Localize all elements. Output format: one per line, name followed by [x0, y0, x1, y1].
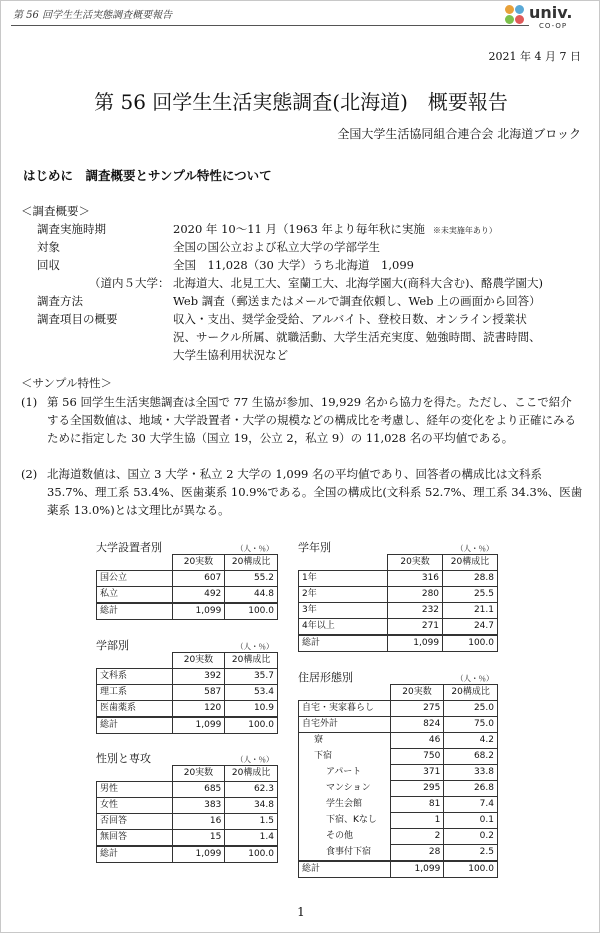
cell-count: 295	[390, 781, 444, 797]
organization-name: 全国大学生活協同組合連合会 北海道ブロック	[337, 127, 581, 141]
row-label: 3年	[299, 603, 388, 619]
row-label: 食事付下宿	[299, 845, 391, 862]
overview-label: 調査方法	[37, 294, 83, 308]
row-label: 無回答	[97, 830, 173, 847]
table-row	[97, 603, 278, 620]
overview-value: 大学生協利用状況など	[173, 348, 288, 362]
table-header-row	[299, 555, 498, 571]
cell-percent: 34.8	[225, 798, 278, 814]
column-header: 20実数	[172, 555, 225, 571]
row-label: 下宿、Kなし	[299, 813, 391, 829]
cell-percent: 100.0	[225, 717, 278, 734]
cell-count: 1,099	[172, 717, 225, 734]
sample-item-text: 北海道数値は、国立 3 大学・私立 2 大学の 1,099 名の平均値であり、回答者の構成比は文科系 35.7%、理工系 53.4%、医歯薬系 10.9%である。全国の構成比(文科系 52.7%、理工系 34.3%、医歯薬系 13.0%)とは文理比が異なる。	[47, 467, 583, 517]
column-header: 20構成比	[225, 653, 278, 669]
table-row	[299, 619, 498, 636]
cell-percent: 68.2	[444, 749, 498, 765]
row-label: 2年	[299, 587, 388, 603]
table-gender	[96, 765, 278, 863]
page-number: 1	[297, 905, 305, 919]
cell-count: 275	[390, 701, 444, 717]
table-header-row	[299, 685, 498, 701]
cell-count: 271	[388, 619, 443, 636]
table-caption: 性別と専攻	[96, 752, 151, 765]
table-corner	[97, 653, 173, 669]
table-row	[97, 717, 278, 734]
table-residence	[298, 684, 498, 878]
logo-subtext: CO-OP	[539, 22, 568, 30]
row-label: 理工系	[97, 685, 173, 701]
row-label: 総計	[299, 635, 388, 652]
header-rule	[11, 25, 529, 26]
cell-count: 1,099	[172, 846, 225, 863]
cell-percent: 35.7	[225, 669, 278, 685]
cell-percent: 1.4	[225, 830, 278, 847]
table-row	[299, 861, 498, 878]
row-label: 私立	[97, 587, 173, 604]
table-row	[97, 701, 278, 718]
overview-label: 対象	[37, 240, 60, 254]
cell-count: 120	[172, 701, 225, 718]
row-label: 女性	[97, 798, 173, 814]
table-row	[299, 717, 498, 733]
row-label: 医歯薬系	[97, 701, 173, 718]
cell-count: 28	[390, 845, 444, 862]
cell-percent: 100.0	[443, 635, 498, 652]
table-row	[299, 765, 498, 781]
sample-item-text: 第 56 回学生生活実態調査は全国で 77 生協が参加、19,929 名から協力を得た。ただし、ここで紹介する全国数値は、地域・大学設置者・大学の規模などの構成比を考慮し、経年の変化をより正確にみるために指定した 30 大学生協（国立 19，公立 2，私立 9）の 11,028 名の平均値である。	[47, 395, 576, 445]
overview-value: 北海道大、北見工大、室蘭工大、北海学園大(商科大含む)、酪農学園大)	[173, 276, 543, 290]
logo-wordmark: univ.	[529, 3, 573, 22]
cell-count: 492	[172, 587, 225, 604]
cell-percent: 25.0	[444, 701, 498, 717]
row-label: 自宅・実家暮らし	[299, 701, 391, 717]
cell-percent: 100.0	[444, 861, 498, 878]
cell-count: 392	[172, 669, 225, 685]
cell-count: 607	[172, 571, 225, 587]
row-label: 文科系	[97, 669, 173, 685]
cell-count: 280	[388, 587, 443, 603]
table-grade	[298, 554, 498, 652]
cell-percent: 62.3	[225, 782, 278, 798]
overview-value: 2020 年 10～11 月（1963 年より毎年秋に実施 ※未実施年あり）	[173, 222, 497, 236]
logo-dots-icon	[505, 5, 527, 31]
table-caption: 大学設置者別	[96, 541, 162, 554]
overview-value: 収入・支出、奨学金受給、アルバイト、登校日数、オンライン授業状	[173, 312, 527, 326]
row-label: 国公立	[97, 571, 173, 587]
cell-count: 15	[172, 830, 225, 847]
table-unit: （人・％）	[456, 674, 494, 683]
cell-count: 383	[172, 798, 225, 814]
row-label: 総計	[97, 717, 173, 734]
overview-note: ※未実施年あり）	[432, 226, 497, 235]
cell-percent: 53.4	[225, 685, 278, 701]
cell-count: 16	[172, 814, 225, 830]
table-row	[299, 845, 498, 862]
cell-count: 824	[390, 717, 444, 733]
cell-percent: 100.0	[225, 846, 278, 863]
cell-count: 2	[390, 829, 444, 845]
cell-percent: 4.2	[444, 733, 498, 749]
cell-count: 750	[390, 749, 444, 765]
cell-percent: 24.7	[443, 619, 498, 636]
table-corner	[299, 555, 388, 571]
row-label: マンション	[299, 781, 391, 797]
table-row	[97, 571, 278, 587]
table-corner	[97, 766, 173, 782]
cell-percent: 28.8	[443, 571, 498, 587]
cell-count: 1,099	[172, 603, 225, 620]
row-label: 下宿	[299, 749, 391, 765]
table-row	[299, 587, 498, 603]
cell-count: 371	[390, 765, 444, 781]
table-corner	[97, 555, 173, 571]
cell-percent: 7.4	[444, 797, 498, 813]
table-row	[97, 798, 278, 814]
table-row	[299, 635, 498, 652]
row-label: 男性	[97, 782, 173, 798]
table-row	[97, 846, 278, 863]
cell-percent: 26.8	[444, 781, 498, 797]
column-header: 20構成比	[225, 555, 278, 571]
cell-percent: 21.1	[443, 603, 498, 619]
cell-count: 81	[390, 797, 444, 813]
cell-percent: 33.8	[444, 765, 498, 781]
table-row	[299, 571, 498, 587]
column-header: 20構成比	[443, 555, 498, 571]
column-header: 20実数	[172, 653, 225, 669]
sample-item-number: (2)	[21, 467, 38, 481]
row-label: その他	[299, 829, 391, 845]
row-label: アパート	[299, 765, 391, 781]
cell-count: 587	[172, 685, 225, 701]
row-label: 4年以上	[299, 619, 388, 636]
table-row	[299, 813, 498, 829]
cell-count: 685	[172, 782, 225, 798]
table-row	[299, 733, 498, 749]
table-row	[97, 830, 278, 847]
section-heading: はじめに 調査概要とサンプル特性について	[23, 168, 272, 183]
column-header: 20構成比	[444, 685, 498, 701]
overview-value: Web 調査（郵送またはメールで調査依頼し、Web 上の画面から回答）	[173, 294, 541, 308]
table-row	[299, 603, 498, 619]
overview-label: （道内５大学：	[89, 276, 170, 290]
cell-count: 46	[390, 733, 444, 749]
table-faculty	[96, 652, 278, 734]
cell-count: 1	[390, 813, 444, 829]
table-row	[299, 701, 498, 717]
table-corner	[299, 685, 391, 701]
cell-percent: 10.9	[225, 701, 278, 718]
table-row	[97, 814, 278, 830]
table-unit: （人・％）	[236, 544, 274, 553]
table-university-type	[96, 554, 278, 620]
table-row	[299, 797, 498, 813]
table-row	[97, 587, 278, 604]
overview-heading: ＜調査概要＞	[21, 204, 90, 218]
table-row	[299, 781, 498, 797]
overview-value: 況、サークル所属、就職活動、大学生活充実度、勉強時間、読書時間、	[173, 330, 541, 344]
table-row	[97, 669, 278, 685]
row-label: 1年	[299, 571, 388, 587]
row-label: 寮	[299, 733, 391, 749]
table-unit: （人・％）	[236, 642, 274, 651]
table-caption: 学年別	[298, 541, 331, 554]
row-label: 学生会館	[299, 797, 391, 813]
row-label: 総計	[299, 861, 391, 878]
row-label: 自宅外計	[299, 717, 391, 733]
cell-percent: 44.8	[225, 587, 278, 604]
cell-percent: 0.2	[444, 829, 498, 845]
univ-coop-logo	[505, 3, 589, 35]
table-header-row	[97, 555, 278, 571]
table-unit: （人・％）	[456, 544, 494, 553]
cell-count: 1,099	[390, 861, 444, 878]
column-header: 20構成比	[225, 766, 278, 782]
report-title: 第 56 回学生生活実態調査(北海道) 概要報告	[94, 90, 508, 114]
sample-item-number: (1)	[21, 395, 38, 409]
cell-percent: 2.5	[444, 845, 498, 862]
column-header: 20実数	[172, 766, 225, 782]
cell-count: 232	[388, 603, 443, 619]
cell-percent: 0.1	[444, 813, 498, 829]
sample-heading: ＜サンプル特性＞	[21, 376, 112, 390]
overview-label: 回収	[37, 258, 60, 272]
table-caption: 住居形態別	[298, 671, 353, 684]
overview-value: 全国の国公立および私立大学の学部学生	[173, 240, 380, 254]
overview-label: 調査項目の概要	[37, 312, 118, 326]
table-row	[299, 829, 498, 845]
running-header: 第 56 回学生生活実態調査概要報告	[13, 10, 173, 21]
column-header: 20実数	[388, 555, 443, 571]
overview-label: 調査実施時期	[37, 222, 106, 236]
cell-percent: 100.0	[225, 603, 278, 620]
cell-count: 316	[388, 571, 443, 587]
cell-percent: 1.5	[225, 814, 278, 830]
cell-count: 1,099	[388, 635, 443, 652]
overview-value: 全国 11,028（30 大学）うち北海道 1,099	[173, 258, 414, 272]
cell-percent: 75.0	[444, 717, 498, 733]
row-label: 総計	[97, 603, 173, 620]
table-header-row	[97, 766, 278, 782]
cell-percent: 25.5	[443, 587, 498, 603]
table-row	[97, 782, 278, 798]
cell-percent: 55.2	[225, 571, 278, 587]
table-row	[97, 685, 278, 701]
table-row	[299, 749, 498, 765]
table-caption: 学部別	[96, 639, 129, 652]
table-header-row	[97, 653, 278, 669]
row-label: 否回答	[97, 814, 173, 830]
report-date: 2021 年 4 月 7 日	[488, 50, 581, 63]
column-header: 20実数	[390, 685, 444, 701]
row-label: 総計	[97, 846, 173, 863]
table-unit: （人・％）	[236, 755, 274, 764]
